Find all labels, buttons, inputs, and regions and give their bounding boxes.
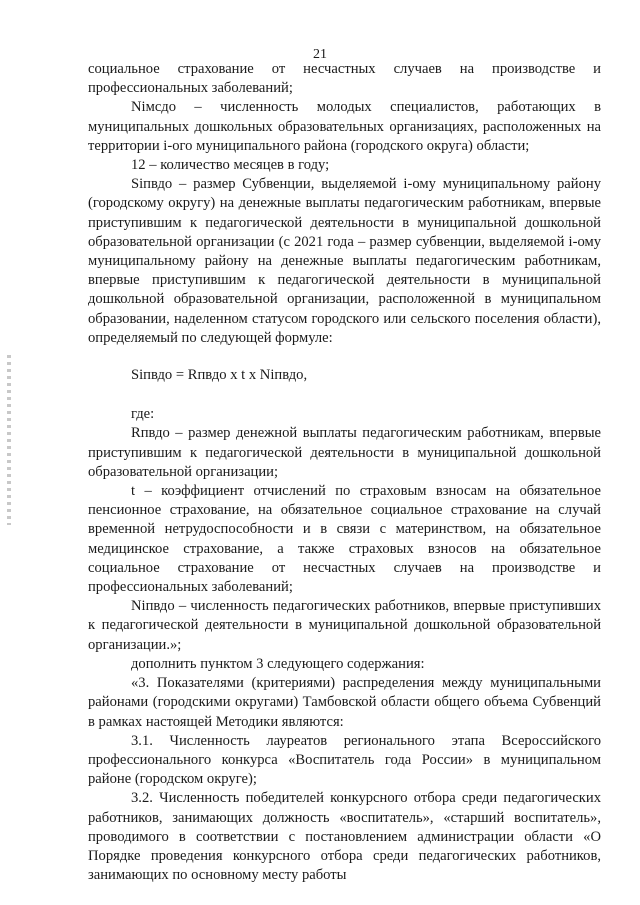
page-number: 21 bbox=[313, 47, 327, 62]
paragraph-3: 12 – количество месяцев в году; bbox=[131, 157, 330, 174]
paragraph-1: социальное страхование от несчастных случаев на производстве и профессиональных заболеваний; bbox=[88, 61, 601, 97]
paragraph-5: Rпвдо – размер денежной выплаты педагогическим работникам, впервые приступившим к педагогической деятельности в муниципальной дошкольной образовательной организации; bbox=[88, 425, 601, 480]
paragraph-11: 3.2. Численность победителей конкурсного отбора среди педагогических работников, занимающих должность «воспитатель», «старший воспитатель», проводимого в соответствии с постановлением администрации области «О Порядке проведения конкурсного отбора среди педагогических работников, занимающих по основному месту работы bbox=[88, 790, 601, 884]
paragraph-6: t – коэффициент отчислений по страховым взносам на обязательное пенсионное страхование, на обязательное социальное страхование на случай временной нетрудоспособности и в связи с материнством, на обязательное медицинское страхование, а также страховых взносов на обязательное социальное страхование от несчастных случаев на производстве и профессиональных заболеваний; bbox=[88, 483, 601, 596]
paragraph-10: 3.1. Численность лауреатов регионального этапа Всероссийского профессионального конкурса «Воспитатель года России» в муниципальном районе (городском округе); bbox=[88, 732, 601, 788]
paragraph-2: Nімсдо – численность молодых специалистов, работающих в муниципальных дошкольных образовательных организациях, расположенных на территории і-ого муниципального района (городского округа) области; bbox=[88, 99, 601, 154]
paragraph-7: Nіпвдо – численность педагогических работников, впервые приступивших к педагогической деятельности в муниципальной дошкольной образовательной организации.»; bbox=[88, 598, 601, 653]
formula: Sіпвдо = Rпвдо x t x Nіпвдо, bbox=[131, 367, 308, 384]
margin-scan-mark bbox=[7, 355, 11, 525]
body-text bbox=[88, 60, 601, 885]
where-label: где: bbox=[131, 406, 155, 423]
paragraph-9: «3. Показателями (критериями) распределения между муниципальными районами (городскими округами) Тамбовской области общего объема Субвенций в рамках настоящей Методики являются: bbox=[88, 675, 601, 730]
paragraph-4: Sіпвдо – размер Субвенции, выделяемой і-ому муниципальному району (городскому округу) на денежные выплаты педагогическим работникам, впервые приступившим к педагогической деятельности в муниципальной дошкольной образовательной организации (с 2021 года – размер субвенции, выделяемой і-ому муниципальному району на денежные выплаты педагогическим работникам, впервые приступившим к педагогической деятельности в муниципальной дошкольной образовательной организации, расположенной в муниципальном образовании, наделенном статусом городского или сельского поселения области), определяемый по следующей формуле: bbox=[88, 176, 601, 346]
paragraph-8: дополнить пунктом 3 следующего содержания: bbox=[131, 655, 425, 672]
